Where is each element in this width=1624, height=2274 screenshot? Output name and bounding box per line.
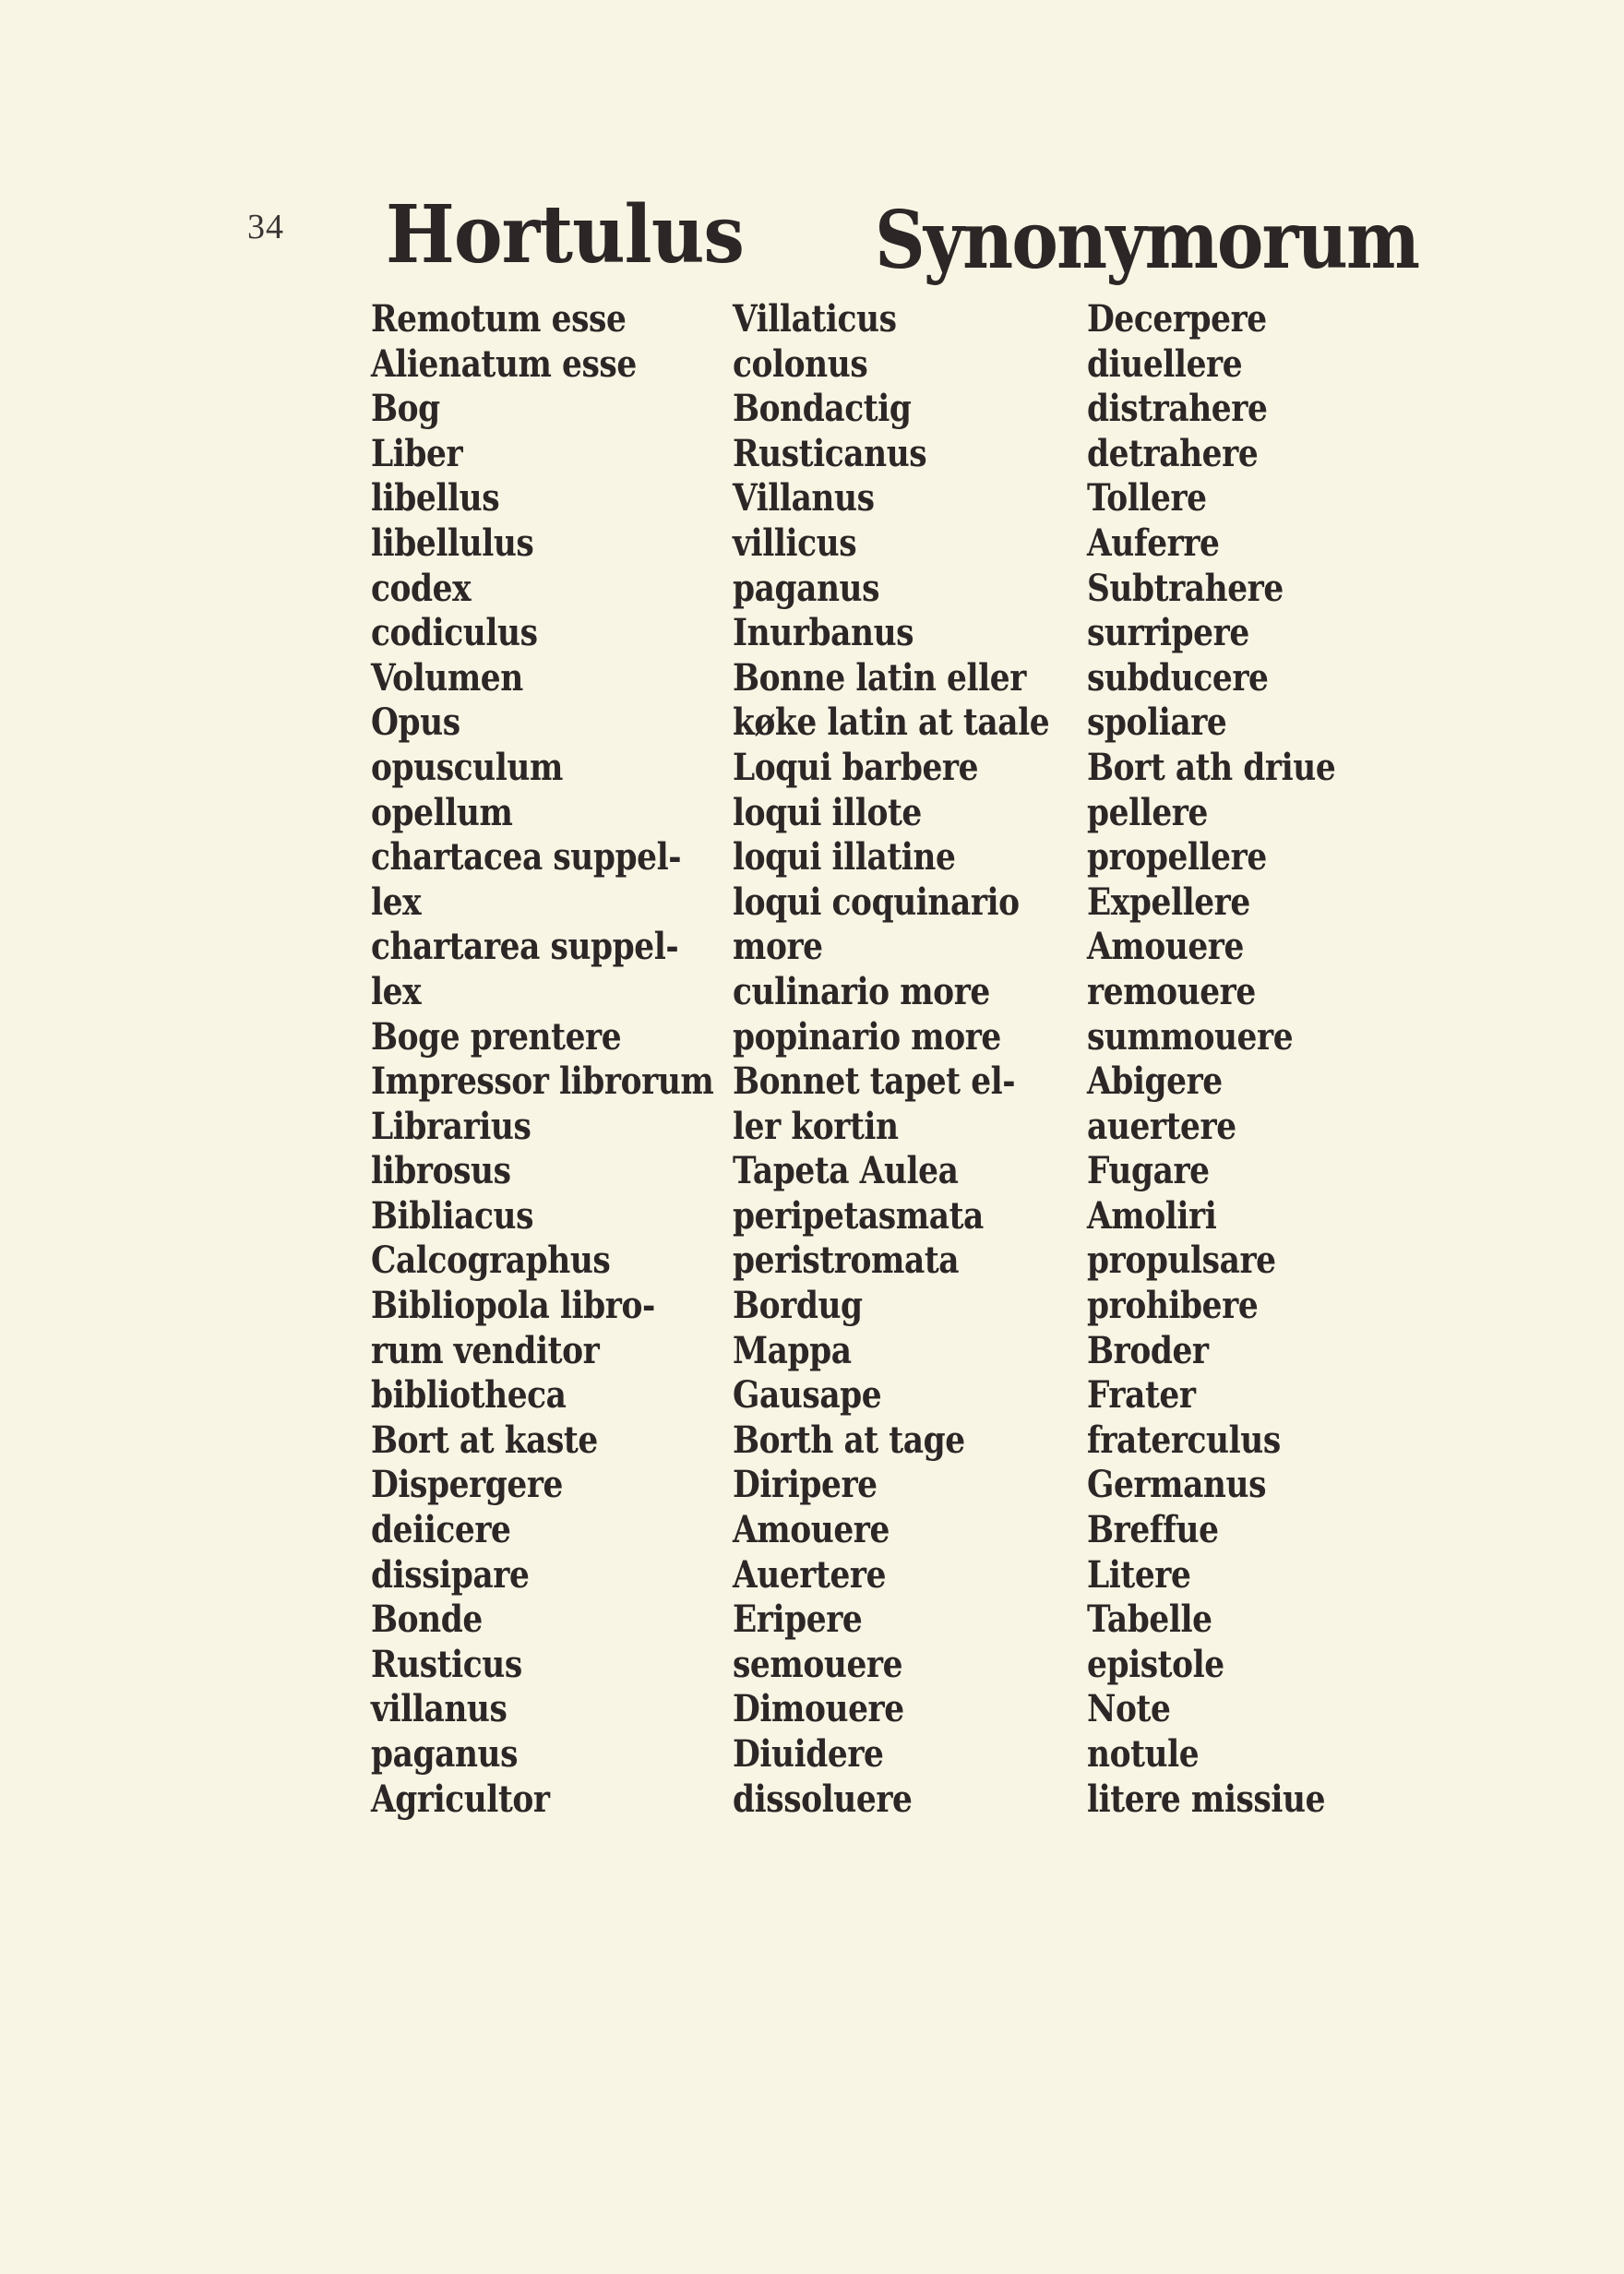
- word-entry: paganus: [733, 566, 880, 610]
- word-entry: Boge prentere: [371, 1014, 622, 1059]
- word-entry: subducere: [1087, 655, 1269, 700]
- word-entry: ler kortin: [733, 1104, 899, 1148]
- word-entry: Bog: [371, 387, 440, 431]
- word-entry: Loqui barbere: [733, 745, 979, 789]
- word-entry: codiculus: [371, 611, 538, 655]
- word-entry: chartacea suppel-: [371, 835, 682, 880]
- word-entry: Mappa: [733, 1328, 852, 1372]
- word-entry: lex: [371, 880, 422, 924]
- word-entry: notule: [1087, 1732, 1200, 1776]
- word-entry: køke latin at taale: [733, 700, 1050, 745]
- word-entry: rum venditor: [371, 1328, 600, 1372]
- word-entry: codex: [371, 566, 472, 610]
- word-entry: Auferre: [1087, 521, 1220, 565]
- word-entry: Subtrahere: [1087, 566, 1284, 610]
- word-entry: opellum: [371, 790, 513, 834]
- word-entry: Decerpere: [1087, 297, 1267, 341]
- word-entry: villanus: [371, 1687, 508, 1731]
- word-entry: semouere: [733, 1642, 903, 1686]
- word-entry: dissipare: [371, 1552, 530, 1597]
- word-entry: Dimouere: [733, 1687, 904, 1731]
- word-entry: Broder: [1087, 1328, 1209, 1372]
- word-entry: peristromata: [733, 1239, 960, 1283]
- word-entry: Volumen: [371, 655, 523, 700]
- word-column-2: [733, 297, 1101, 1822]
- word-entry: Alienatum esse: [371, 341, 637, 386]
- word-entry: opusculum: [371, 745, 563, 789]
- page-title-left: Hortulus: [386, 188, 745, 281]
- word-entry: culinario more: [733, 969, 990, 1013]
- word-entry: libellulus: [371, 521, 534, 565]
- word-entry: Villanus: [733, 476, 875, 521]
- word-entry: diuellere: [1087, 341, 1243, 386]
- word-entry: Diuidere: [733, 1732, 884, 1776]
- word-entry: Liber: [371, 431, 463, 475]
- word-entry: Bonnet tapet el-: [733, 1059, 1016, 1104]
- word-entry: Amouere: [733, 1508, 890, 1552]
- word-entry: detrahere: [1087, 431, 1259, 475]
- word-entry: Tabelle: [1087, 1598, 1212, 1642]
- word-entry: Calcographus: [371, 1239, 611, 1283]
- word-entry: propellere: [1087, 835, 1267, 880]
- word-entry: loqui coquinario: [733, 880, 1020, 924]
- word-entry: Bonne latin eller: [733, 655, 1026, 700]
- word-entry: Eripere: [733, 1598, 863, 1642]
- word-entry: bibliotheca: [371, 1373, 567, 1418]
- word-entry: distrahere: [1087, 387, 1268, 431]
- word-entry: Gausape: [733, 1373, 882, 1418]
- word-entry: lex: [371, 969, 422, 1013]
- word-entry: loqui illote: [733, 790, 922, 834]
- word-entry: auertere: [1087, 1104, 1236, 1148]
- word-entry: Bondactig: [733, 387, 912, 431]
- word-entry: dissoluere: [733, 1777, 913, 1821]
- word-entry: Rusticanus: [733, 431, 927, 475]
- word-entry: Bibliopola libro-: [371, 1284, 655, 1328]
- word-entry: villicus: [733, 521, 857, 565]
- word-entry: librosus: [371, 1149, 511, 1193]
- word-entry: chartarea suppel-: [371, 925, 679, 969]
- word-entry: deiicere: [371, 1508, 511, 1552]
- word-entry: paganus: [371, 1732, 519, 1776]
- word-entry: Inurbanus: [733, 611, 914, 655]
- word-entry: Villaticus: [733, 297, 897, 341]
- word-entry: Litere: [1087, 1552, 1191, 1597]
- word-entry: Agricultor: [371, 1777, 550, 1821]
- word-column-1: [371, 297, 770, 1822]
- word-entry: prohibere: [1087, 1284, 1259, 1328]
- word-entry: Librarius: [371, 1104, 531, 1148]
- page-title-right: Synonymorum: [875, 194, 1419, 287]
- word-entry: more: [733, 925, 823, 969]
- word-entry: peripetasmata: [733, 1193, 984, 1238]
- word-entry: colonus: [733, 341, 868, 386]
- word-entry: Bordug: [733, 1284, 863, 1328]
- word-entry: Dispergere: [371, 1463, 563, 1507]
- word-column-3: [1087, 297, 1376, 1822]
- word-entry: propulsare: [1087, 1239, 1276, 1283]
- word-entry: Remotum esse: [371, 297, 627, 341]
- word-entry: Abigere: [1087, 1059, 1223, 1104]
- word-entry: Opus: [371, 700, 460, 745]
- word-entry: Expellere: [1087, 880, 1250, 924]
- word-entry: pellere: [1087, 790, 1208, 834]
- word-entry: Amoliri: [1087, 1193, 1217, 1238]
- page-number: 34: [247, 208, 284, 246]
- word-entry: Tapeta Aulea: [733, 1149, 959, 1193]
- word-entry: Auertere: [733, 1552, 887, 1597]
- word-entry: Impressor librorum: [371, 1059, 714, 1104]
- word-entry: Tollere: [1087, 476, 1207, 521]
- word-entry: Borth at tage: [733, 1418, 965, 1462]
- word-entry: remouere: [1087, 969, 1256, 1013]
- word-entry: Note: [1087, 1687, 1171, 1731]
- word-entry: libellus: [371, 476, 500, 521]
- word-entry: Breffue: [1087, 1508, 1219, 1552]
- word-entry: Frater: [1087, 1373, 1196, 1418]
- word-entry: epistole: [1087, 1642, 1224, 1686]
- word-entry: Germanus: [1087, 1463, 1267, 1507]
- word-entry: spoliare: [1087, 700, 1227, 745]
- word-entry: Fugare: [1087, 1149, 1210, 1193]
- word-entry: Amouere: [1087, 925, 1244, 969]
- word-entry: litere missiue: [1087, 1777, 1326, 1821]
- word-entry: Bort at kaste: [371, 1418, 598, 1462]
- word-entry: surripere: [1087, 611, 1249, 655]
- word-entry: summouere: [1087, 1014, 1294, 1059]
- word-entry: loqui illatine: [733, 835, 956, 880]
- word-entry: fraterculus: [1087, 1418, 1281, 1462]
- word-entry: Diripere: [733, 1463, 878, 1507]
- word-entry: Bibliacus: [371, 1193, 534, 1238]
- word-entry: Bonde: [371, 1598, 483, 1642]
- word-entry: Bort ath driue: [1087, 745, 1336, 789]
- word-entry: Rusticus: [371, 1642, 522, 1686]
- word-entry: popinario more: [733, 1014, 1001, 1059]
